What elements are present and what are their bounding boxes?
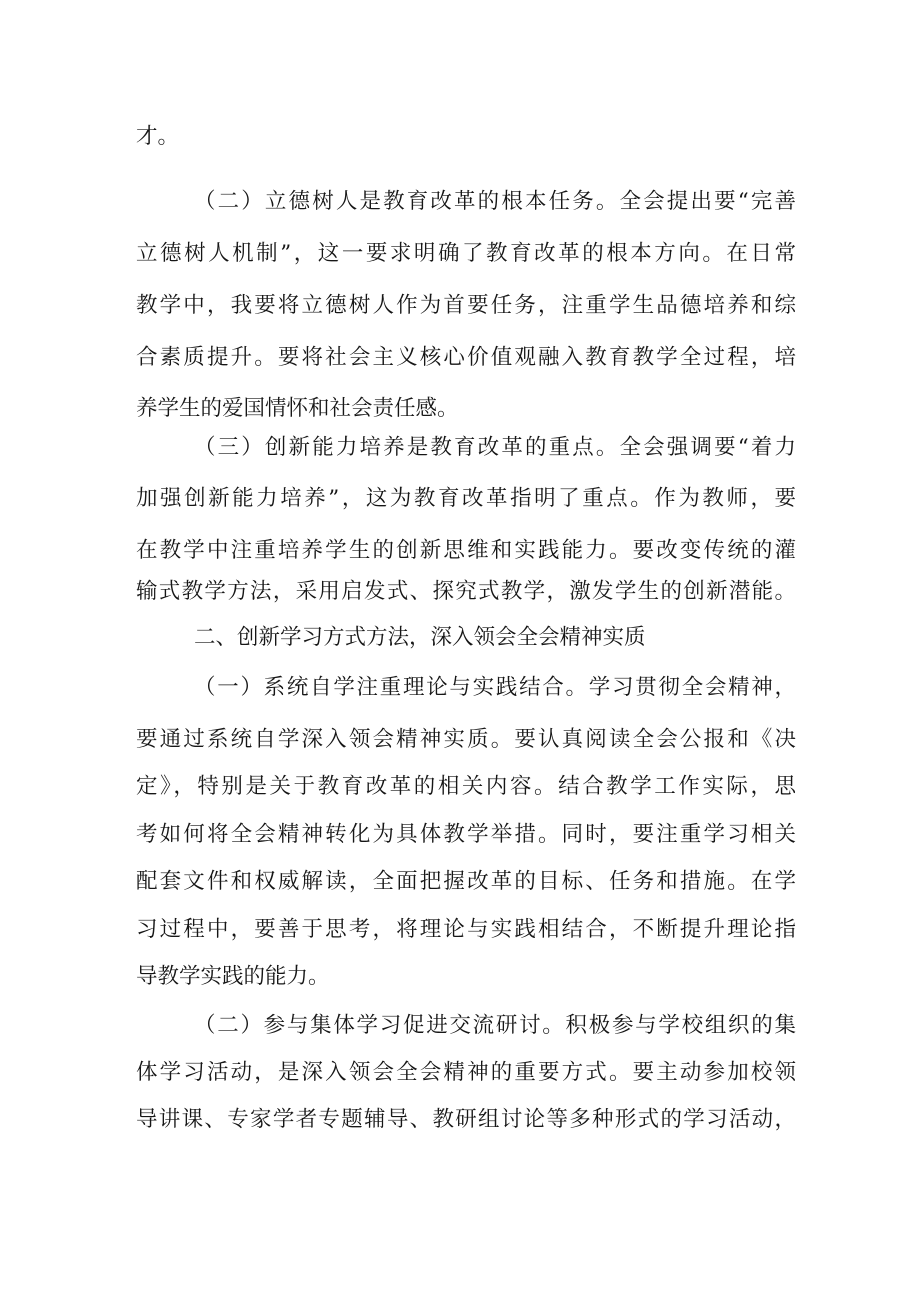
text-line: 输式教学方法，采用启发式、探究式教学，激发学生的创新潜能。 bbox=[136, 579, 796, 604]
text-line: 习过程中，要善于思考，将理论与实践相结合，不断提升理论指 bbox=[136, 917, 796, 942]
text-line: （三）创新能力培养是教育改革的重点。全会强调要“着力 bbox=[194, 435, 796, 460]
text-line: 合素质提升。要将社会主义核心价值观融入教育教学全过程，培 bbox=[136, 345, 796, 370]
text-line: （二）参与集体学习促进交流研讨。积极参与学校组织的集 bbox=[194, 1013, 796, 1038]
text-line: 立德树人机制”，这一要求明确了教育改革的根本方向。在日常 bbox=[136, 241, 796, 266]
section-heading: 二、创新学习方式方法，深入领会全会精神实质 bbox=[194, 625, 646, 650]
text-line: 加强创新能力培养”，这为教育改革指明了重点。作为教师，要 bbox=[136, 486, 796, 511]
text-line: （二）立德树人是教育改革的根本任务。全会提出要“完善 bbox=[194, 189, 796, 214]
text-line: （一）系统自学注重理论与实践结合。学习贯彻全会精神， bbox=[194, 675, 796, 700]
text-line: 定》，特别是关于教育改革的相关内容。结合教学工作实际，思 bbox=[136, 774, 796, 799]
text-line: 体学习活动，是深入领会全会精神的重要方式。要主动参加校领 bbox=[136, 1060, 796, 1085]
text-line: 配套文件和权威解读，全面把握改革的目标、任务和措施。在学 bbox=[136, 869, 796, 894]
text-line: 养学生的爱国情怀和社会责任感。 bbox=[136, 396, 459, 421]
text-line: 才。 bbox=[136, 124, 180, 149]
text-line: 在教学中注重培养学生的创新思维和实践能力。要改变传统的灌 bbox=[136, 538, 796, 563]
text-line: 导讲课、专家学者专题辅导、教研组讨论等多种形式的学习活动， bbox=[136, 1107, 796, 1132]
text-line: 要通过系统自学深入领会精神实质。要认真阅读全会公报和《决 bbox=[136, 727, 796, 752]
text-line: 导教学实践的能力。 bbox=[136, 964, 330, 989]
text-line: 教学中，我要将立德树人作为首要任务，注重学生品德培养和综 bbox=[136, 293, 796, 318]
text-line: 考如何将全会精神转化为具体教学举措。同时，要注重学习相关 bbox=[136, 822, 796, 847]
